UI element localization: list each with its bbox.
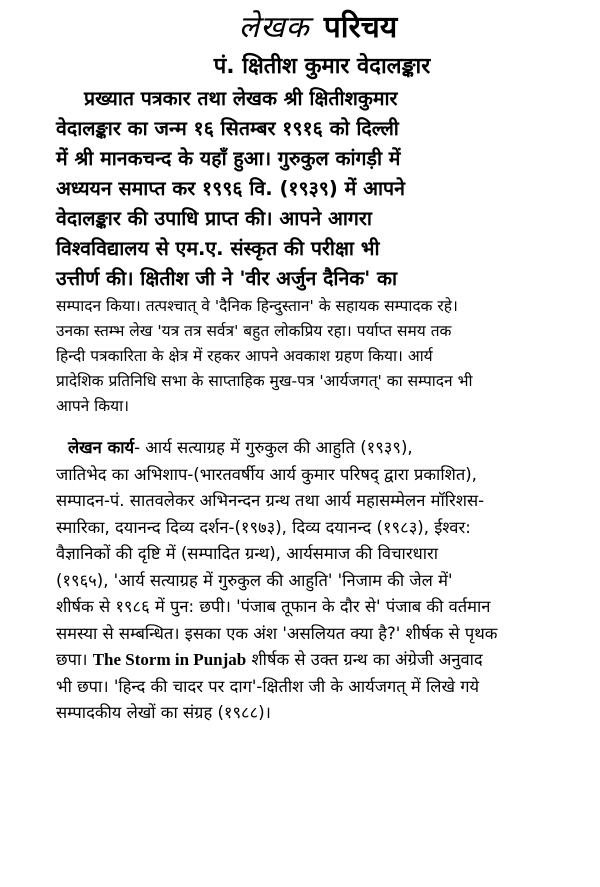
- bio-line: उत्तीर्ण की। क्षितीश जी ने 'वीर अर्जुन दैनिक' का: [56, 267, 398, 290]
- bio-paragraph-small: [56, 294, 580, 419]
- bio-line: में श्री मानकचन्द के यहाँ हुआ। गुरुकुल कांगड़ी में: [56, 147, 401, 170]
- bio-paragraph-large: [56, 84, 580, 294]
- title-lekhak: लेखक: [238, 10, 310, 45]
- works-line-text: - आर्य सत्याग्रह में गुरुकुल की आहुति (१९३९),: [134, 438, 413, 457]
- works-line: शीर्षक से १९८६ में पुन: छपी। 'पंजाब तूफान के दौर से' पंजाब की वर्तमान: [56, 597, 491, 616]
- works-line-text: छपा।: [56, 650, 93, 669]
- english-book-title: The Storm in Punjab: [92, 650, 247, 669]
- bio-line: आपने किया।: [56, 397, 129, 415]
- works-line: वैज्ञानिकों की दृष्टि में (सम्पादित ग्रन्थ), आर्यसमाज की विचारधारा: [56, 544, 439, 563]
- title-parichay: परिचय: [323, 10, 398, 45]
- bio-line: वेदालङ्कार की उपाधि प्राप्त की। आपने आगरा: [56, 207, 372, 230]
- bio-line: अध्ययन समाप्त कर १९९६ वि. (१९३९) में आपने: [56, 177, 405, 200]
- works-line: (१९६५), 'आर्य सत्याग्रह में गुरुकुल की आहुति' 'निजाम की जेल में': [56, 570, 453, 590]
- author-name: पं. क्षितीश कुमार वेदालङ्कार: [213, 54, 431, 79]
- works-line: जातिभेद का अभिशाप-(भारतवर्षीय आर्य कुमार परिषद् द्वारा प्रकाशित),: [56, 464, 477, 484]
- works-label: लेखन कार्य: [68, 438, 135, 457]
- works-line: समस्या से सम्बन्धित। इसका एक अंश 'असलियत क्या है?' शीर्षक से पृथक: [56, 623, 498, 643]
- works-line: सम्पादन-पं. सातवलेकर अभिनन्दन ग्रन्थ तथा आर्य महासम्मेलन मॉरिशस-: [56, 491, 485, 510]
- works-paragraph: [56, 435, 580, 727]
- works-line: स्मारिका, दयानन्द दिव्य दर्शन-(१९७३), दिव्य दयानन्द (१९८३), ईश्वर:: [56, 517, 471, 537]
- bio-line: सम्पादन किया। तत्पश्चात् वे 'दैनिक हिन्दुस्तान' के सहायक सम्पादक रहे।: [56, 297, 458, 315]
- works-line: [56, 647, 580, 674]
- bio-line: हिन्दी पत्रकारिता के क्षेत्र में रहकर आपने अवकाश ग्रहण किया। आर्य: [56, 347, 433, 365]
- works-line-text: शीर्षक से उक्त ग्रन्थ का अंग्रेजी अनुवाद: [246, 650, 483, 669]
- works-line: [56, 435, 580, 462]
- bio-line: उनका स्तम्भ लेख 'यत्र तत्र सर्वत्र' बहुत लोकप्रिय रहा। पर्याप्त समय तक: [56, 322, 452, 340]
- bio-line: प्रादेशिक प्रतिनिधि सभा के साप्ताहिक मुख-पत्र 'आर्यजगत्' का सम्पादन भी: [56, 372, 473, 390]
- page-title: [56, 6, 580, 50]
- works-line: सम्पादकीय लेखों का संग्रह (१९८८)।: [56, 703, 271, 722]
- bio-line: प्रख्यात पत्रकार तथा लेखक श्री क्षितीशकुमार: [84, 87, 398, 110]
- works-line: भी छपा। 'हिन्द की चादर पर दाग'-क्षितीश जी के आर्यजगत् में लिखे गये: [56, 676, 480, 696]
- bio-line: विश्वविद्यालय से एम.ए. संस्कृत की परीक्षा भी: [56, 237, 380, 260]
- document-page: [56, 6, 580, 727]
- bio-line: वेदालङ्कार का जन्म १६ सितम्बर १९१६ को दिल्ली: [56, 117, 399, 140]
